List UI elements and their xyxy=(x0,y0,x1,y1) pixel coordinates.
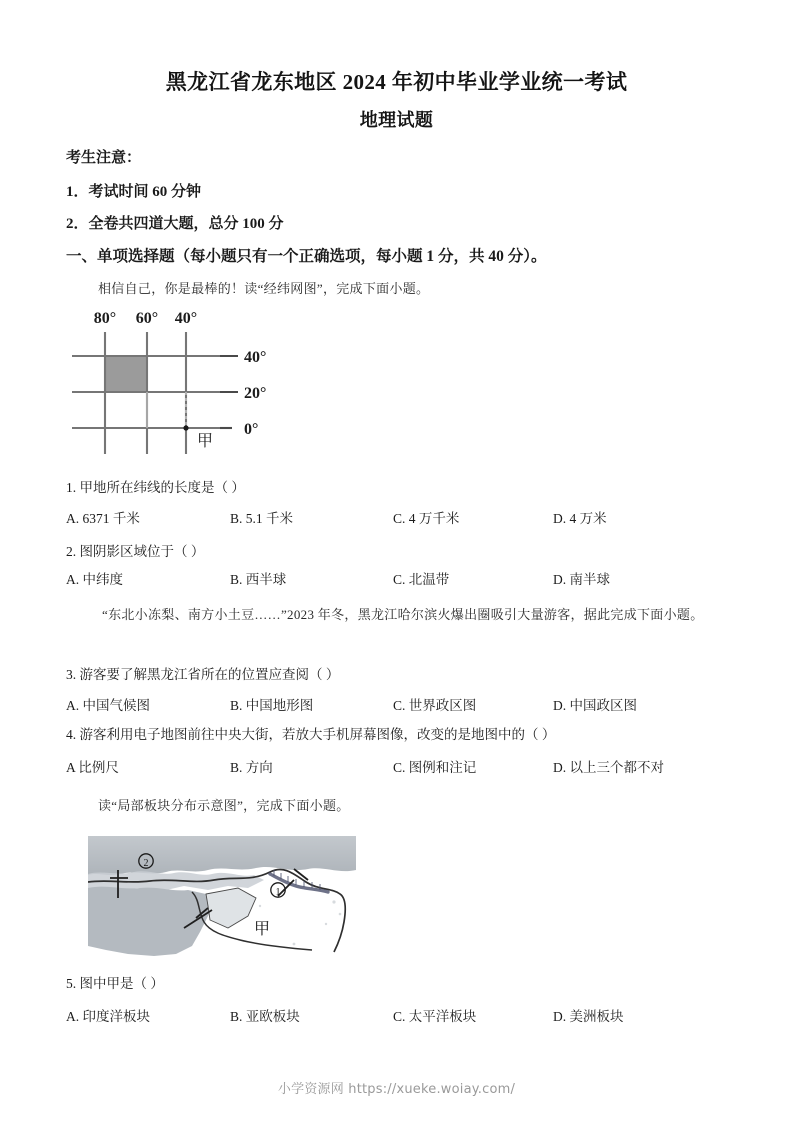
question-4-option-c[interactable]: C. 图例和注记 xyxy=(393,760,477,775)
question-5-option-b[interactable]: B. 亚欧板块 xyxy=(230,1009,300,1024)
question-2-option-d[interactable]: D. 南半球 xyxy=(553,572,610,587)
question-1-option-b[interactable]: B. 5.1 千米 xyxy=(230,511,294,526)
question-5-option-c[interactable]: C. 太平洋板块 xyxy=(393,1009,477,1024)
grid-point-marker xyxy=(183,425,188,430)
grid-label-lat-0: 0° xyxy=(244,421,259,438)
question-3-option-a[interactable]: A. 中国气候图 xyxy=(66,698,150,713)
question-2-option-a[interactable]: A. 中纬度 xyxy=(66,572,123,587)
question-2-option-c[interactable]: C. 北温带 xyxy=(393,572,450,587)
footer-watermark: 小学资源网 https://xueke.woiay.com/ xyxy=(277,1082,516,1097)
question-2-stem: 2. 图阴影区域位于（ ） xyxy=(66,544,205,559)
page-title-main: 黑龙江省龙东地区 2024 年初中毕业学业统一考试 xyxy=(165,70,628,94)
grid-label-lat-40: 40° xyxy=(244,349,267,366)
narrative-text-1: 相信自己，你是最棒的！读“经纬网图”，完成下面小题。 xyxy=(98,281,430,296)
question-5-option-d[interactable]: D. 美洲板块 xyxy=(553,1009,624,1024)
question-2-option-b[interactable]: B. 西半球 xyxy=(230,572,287,587)
question-5-option-a[interactable]: A. 印度洋板块 xyxy=(66,1009,150,1024)
figure-plate-distribution-map xyxy=(88,836,356,958)
question-1-option-a[interactable]: A. 6371 千米 xyxy=(66,511,140,526)
question-3-option-b[interactable]: B. 中国地形图 xyxy=(230,698,314,713)
question-3-option-d[interactable]: D. 中国政区图 xyxy=(553,698,637,713)
grid-label-lat-20: 20° xyxy=(244,385,267,402)
grid-label-60: 60° xyxy=(135,310,159,327)
question-4-option-a[interactable]: A 比例尺 xyxy=(66,760,119,775)
grid-label-80: 80° xyxy=(93,310,117,327)
page-title-sub: 地理试题 xyxy=(359,110,434,130)
map-label-jia: 甲 xyxy=(254,921,271,938)
question-4-option-b[interactable]: B. 方向 xyxy=(230,760,273,775)
notice-item-1: 1．考试时间 60 分钟 xyxy=(66,184,202,200)
grid-shaded-region xyxy=(105,356,147,392)
notice-label: 考生注意： xyxy=(66,150,142,166)
question-4-stem: 4. 游客利用电子地图前往中央大街，若放大手机屏幕图像，改变的是地图中的（ ） xyxy=(66,727,556,742)
narrative-text-2: “东北小冻梨、南方小土豆……”2023 年冬，黑龙江哈尔滨火爆出圈吸引大量游客，据此完成下面小题。 xyxy=(102,607,704,622)
question-4-option-d[interactable]: D. 以上三个都不对 xyxy=(553,760,664,775)
notice-item-2: 2．全卷共四道大题，总分 100 分 xyxy=(66,216,284,232)
question-3-stem: 3. 游客要了解黑龙江省所在的位置应查阅（ ） xyxy=(66,667,340,682)
question-5-stem: 5. 图中甲是（ ） xyxy=(66,976,164,991)
narrative-text-3: 读“局部板块分布示意图”，完成下面小题。 xyxy=(98,798,350,813)
grid-point-label: 甲 xyxy=(197,433,214,450)
figure-latitude-longitude-grid xyxy=(72,306,287,461)
question-1-stem: 1. 甲地所在纬线的长度是（ ） xyxy=(66,480,245,495)
grid-label-40: 40° xyxy=(174,310,198,327)
question-1-option-d[interactable]: D. 4 万米 xyxy=(553,511,607,526)
question-3-option-c[interactable]: C. 世界政区图 xyxy=(393,698,477,713)
section-heading-multiple-choice: 一、单项选择题（每小题只有一个正确选项，每小题 1 分，共 40 分）。 xyxy=(66,248,547,265)
svg-text:1: 1 xyxy=(275,887,281,898)
question-1-option-c[interactable]: C. 4 万千米 xyxy=(393,511,460,526)
svg-text:2: 2 xyxy=(143,858,149,869)
